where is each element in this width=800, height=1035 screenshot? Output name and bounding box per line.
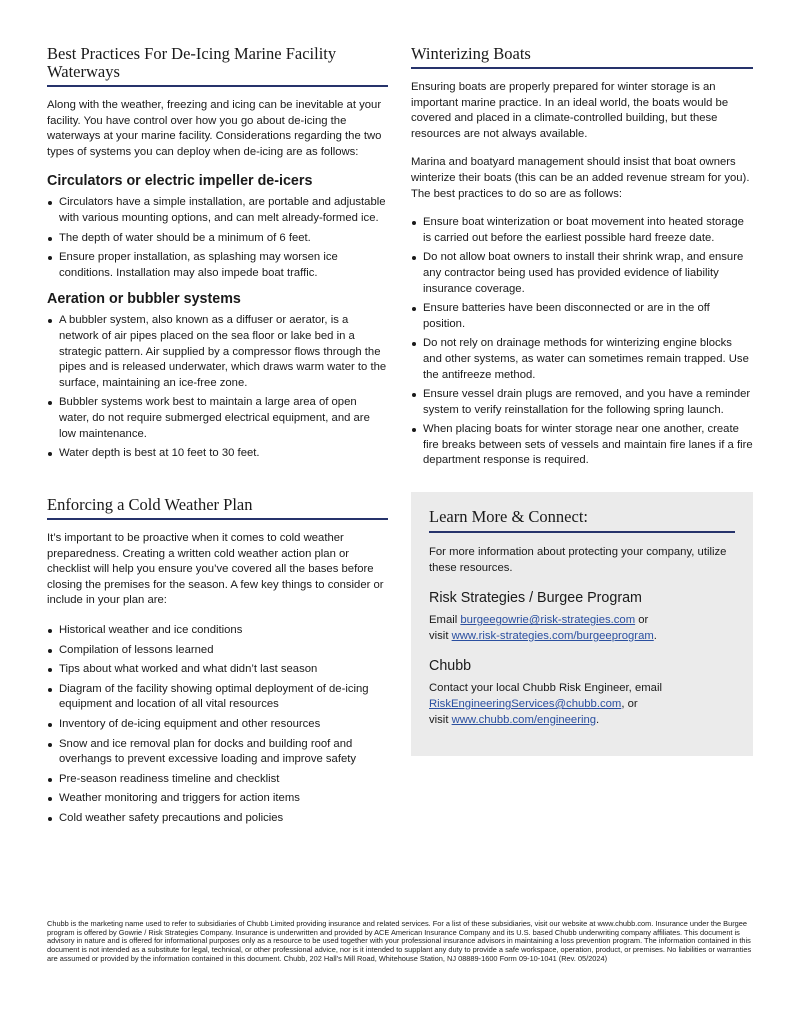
list-item: Do not rely on drainage methods for winterizing engine blocks and other systems, as water can sometimes remain trapped. Use the antifreeze method. bbox=[411, 336, 753, 383]
learn-more-intro: For more information about protecting your company, utilize these resources. bbox=[429, 546, 727, 574]
list-item: Pre-season readiness timeline and checklist bbox=[47, 772, 388, 788]
risk-email-link[interactable]: burgeegowrie@risk-strategies.com bbox=[460, 614, 636, 627]
chubb-email-link[interactable]: RiskEngineeringServices@chubb.com bbox=[429, 697, 622, 710]
list-item: Snow and ice removal plan for docks and building roof and overhangs to prevent excessive loading and improve safety bbox=[47, 737, 388, 768]
learn-more-title: Learn More & Connect: bbox=[429, 508, 735, 533]
chubb-visit-text: visit bbox=[429, 713, 452, 726]
winterizing-intro-2: Marina and boatyard management should insist that boat owners winterize their boats (this can be an added revenue stream for you). The best practices to do so are as follows: bbox=[411, 156, 750, 200]
legal-footer: Chubb is the marketing name used to refer to subsidiaries of Chubb Limited providing insurance and related services. For a list of these subsidiaries, visit our website at www.chubb.com. Insurance under the Burgee program is offered by Gowrie / Risk Strategies Company. Insurance is underwritten and provided by ACE American Insurance Company and its U.S. based Chubb underwriting company affiliates. This document is advisory in nature and is offered for informational purposes only as a resource to be used together with your professional insurance advisors in maintaining a loss prevention program. The information contained in this document is not intended as a substitute for legal, technical, or other professional advice, nor is it intended to supplant any duty to provide a safe workspace, operation, product, or premises. No liabilities or warranties are assumed or provided by the information contained in this document. Chubb, 202 Hall’s Mill Road, Whitehouse Station, NJ 08889-1600 Form 09-10-1041 (Rev. 05/2024) bbox=[47, 919, 752, 963]
deicing-section bbox=[47, 45, 388, 466]
cold-weather-section bbox=[47, 496, 388, 831]
list-item: Ensure boat winterization or boat movement into heated storage is carried out before the earliest possible hard freeze date. bbox=[411, 215, 753, 246]
list-item: Water depth is best at 10 feet to 30 feet. bbox=[47, 446, 388, 462]
list-item: Circulators have a simple installation, are portable and adjustable with various mounting options, and can melt already-formed ice. bbox=[47, 195, 388, 226]
risk-period: . bbox=[653, 629, 657, 642]
list-item: Diagram of the facility showing optimal deployment of de-icing equipment and location of all vital resources bbox=[47, 682, 388, 713]
list-item: Inventory of de-icing equipment and other resources bbox=[47, 717, 388, 733]
list-item: Bubbler systems work best to maintain a large area of open water, do not require submerged electrical equipment, and are low maintenance. bbox=[47, 395, 388, 442]
deicing-title: Best Practices For De-Icing Marine Facility Waterways bbox=[47, 45, 388, 87]
list-item: Compilation of lessons learned bbox=[47, 643, 388, 659]
chubb-contact bbox=[429, 681, 735, 728]
list-item: Weather monitoring and triggers for action items bbox=[47, 791, 388, 807]
cold-weather-title: Enforcing a Cold Weather Plan bbox=[47, 496, 388, 520]
cold-weather-intro: It’s important to be proactive when it comes to cold weather preparedness. Creating a written cold weather action plan or checklist will help you ensure you’ve covered all the bases before closing the premises for the season. A few key things to consider or include in your plan are: bbox=[47, 532, 384, 607]
chubb-or-text: , or bbox=[621, 697, 638, 710]
risk-visit-text: visit bbox=[429, 629, 452, 642]
deicing-intro: Along with the weather, freezing and icing can be inevitable at your facility. You have control over how you go about de-icing the waterways at your marine facility. Considerations regarding the two types of systems you can deploy when de-icing are as follows: bbox=[47, 99, 382, 158]
list-item: The depth of water should be a minimum of 6 feet. bbox=[47, 231, 388, 247]
aeration-heading: Aeration or bubbler systems bbox=[47, 291, 241, 308]
learn-more-box bbox=[411, 492, 753, 756]
chubb-url-link[interactable]: www.chubb.com/engineering bbox=[451, 713, 597, 726]
list-item: Historical weather and ice conditions bbox=[47, 623, 388, 639]
list-item: Cold weather safety precautions and policies bbox=[47, 811, 388, 827]
risk-email-prefix: Email bbox=[429, 614, 461, 627]
circulators-list bbox=[47, 195, 388, 281]
list-item: Ensure batteries have been disconnected or are in the off position. bbox=[411, 301, 753, 332]
chubb-heading: Chubb bbox=[429, 658, 472, 675]
winterizing-section bbox=[411, 45, 753, 473]
winterizing-intro: Ensuring boats are properly prepared for winter storage is an important marine practice. In an ideal world, the boats would be covered and placed in a climate-controlled building, but these resources are not always available. bbox=[411, 81, 729, 140]
list-item: A bubbler system, also known as a diffuser or aerator, is a network of air pipes placed on the sea floor or lake bed in a strategic pattern. Air supplied by a compressor flows through the pipes and is released underwater, which draws warm water to the surface, maintaining an ice-free zone. bbox=[47, 313, 388, 391]
list-item: Ensure vessel drain plugs are removed, and you have a reminder system to verify reinstallation for the following spring launch. bbox=[411, 387, 753, 418]
risk-strategies-heading: Risk Strategies / Burgee Program bbox=[429, 590, 642, 607]
aeration-list bbox=[47, 313, 388, 461]
risk-or-text: or bbox=[635, 614, 649, 627]
risk-url-link[interactable]: www.risk-strategies.com/burgeeprogram bbox=[451, 629, 654, 642]
chubb-contact-text: Contact your local Chubb Risk Engineer, email bbox=[429, 682, 662, 695]
list-item: Tips about what worked and what didn’t last season bbox=[47, 662, 388, 678]
cold-weather-list bbox=[47, 623, 388, 827]
chubb-period: . bbox=[596, 713, 600, 726]
list-item: When placing boats for winter storage near one another, create fire breaks between sets of vessels and maintain fire lanes if a fire department response is required. bbox=[411, 422, 753, 469]
list-item: Do not allow boat owners to install their shrink wrap, and ensure any contractor being used has provided evidence of liability insurance coverage. bbox=[411, 250, 753, 297]
circulators-heading: Circulators or electric impeller de-icers bbox=[47, 173, 313, 190]
winterizing-list bbox=[411, 215, 753, 469]
winterizing-title: Winterizing Boats bbox=[411, 45, 753, 69]
risk-strategies-contact bbox=[429, 613, 735, 644]
list-item: Ensure proper installation, as splashing may worsen ice conditions. Installation may also impede boat traffic. bbox=[47, 250, 388, 281]
